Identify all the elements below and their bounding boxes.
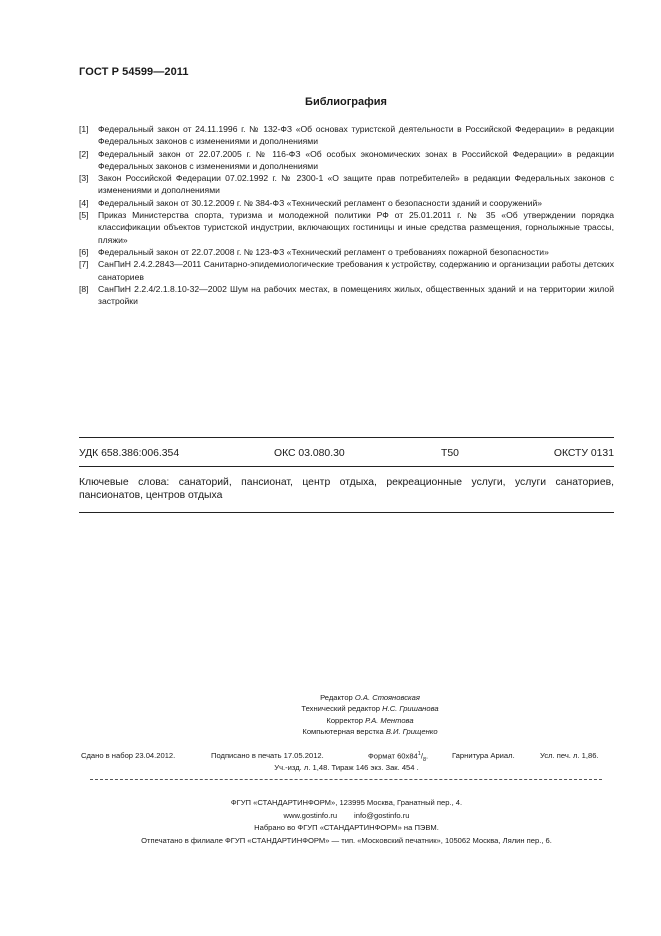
credit-label: Компьютерная верстка	[302, 726, 384, 736]
bibliography-item	[79, 209, 614, 246]
bibliography-item-number: [6]	[79, 246, 89, 257]
bibliography-item-text: СанПиН 2.2.4/2.1.8.10-32—2002 Шум на рабочих местах, в помещениях жилых, общественных зданий и на территории жилой застройки	[98, 283, 614, 307]
keywords: Ключевые слова: санаторий, пансионат, центр отдыха, рекреационные услуги, услуги санаториев, пансионатов, центров отдыха	[79, 477, 614, 502]
format-fraction-numerator: 1	[417, 751, 421, 757]
keywords-bottom-rule	[79, 512, 614, 513]
publisher-address: ФГУП «СТАНДАРТИНФОРМ», 123995 Москва, Гранатный пер., 4.	[230, 798, 463, 807]
udk-code: УДК 658.386:006.354	[79, 448, 180, 459]
typeface: Гарнитура Ариал.	[452, 751, 515, 760]
category-code: Т50	[441, 448, 459, 459]
credit-label: Корректор	[326, 715, 363, 725]
oks-code: ОКС 03.080.30	[274, 448, 345, 459]
bibliography-item-number: [5]	[79, 210, 89, 221]
bibliography-item-text: Федеральный закон от 24.11.1996 г. № 132-ФЗ «Об основах туристской деятельности в Российской Федерации» в редакции Федеральных законов с изменениями и дополнениями	[98, 124, 614, 147]
bibliography-item-number: [2]	[79, 148, 89, 159]
signed-for-print: Подписано в печать 17.05.2012.	[211, 751, 324, 760]
credits	[200, 692, 540, 737]
classification-top-rule	[79, 437, 614, 438]
bibliography-item	[79, 258, 614, 283]
print-run-info: Уч.-изд. л. 1,48. Тираж 146 экз. Зак. 454 .	[274, 763, 419, 772]
classification-middle-rule	[79, 466, 614, 467]
credit-label: Технический редактор	[301, 704, 380, 714]
bibliography-item-number: [4]	[79, 197, 89, 208]
bibliography-item-text: Приказ Министерства спорта, туризма и молодежной политики РФ от 25.01.2011 г. № 35 «Об утверждении порядка классификации объектов туристской индустрии, включающих гостиницы и иные средства размещения, горнолыжные трассы, пляжи»	[98, 210, 614, 245]
bibliography-item	[79, 123, 614, 148]
paper-format: Формат $60х84^1/_8$.	[368, 751, 429, 764]
sent-to-typesetting: Сдано в набор 23.04.2012.	[81, 751, 176, 760]
credit-name: Н.С. Гришанова	[382, 704, 439, 714]
publisher-contacts	[79, 810, 614, 823]
publisher-email[interactable]: info@gostinfo.ru	[354, 810, 410, 820]
bibliography-item-text: Федеральный закон от 30.12.2009 г. № 384-ФЗ «Технический регламент о безопасности зданий и сооружений»	[98, 197, 543, 208]
bibliography-list	[79, 123, 614, 307]
print-sheets: Усл. печ. л. 1,86.	[540, 751, 599, 760]
credit-name: Р.А. Ментова	[365, 715, 414, 725]
bibliography-item	[79, 172, 614, 197]
credit-tech-editor	[200, 703, 540, 714]
credit-label: Редактор	[320, 693, 353, 702]
bibliography-item-text: Федеральный закон от 22.07.2005 г. № 116-ФЗ «Об особых экономических зонах в Российской Федерации» в редакции Федеральных законов с изменениями и дополнениями	[98, 148, 614, 171]
document-id: ГОСТ Р 54599—2011	[79, 66, 189, 78]
credit-editor	[200, 692, 540, 703]
publisher-website[interactable]: www.gostinfo.ru	[283, 810, 338, 820]
footer-divider	[90, 779, 602, 780]
publisher-footer	[79, 797, 614, 847]
bibliography-item	[79, 283, 614, 308]
bibliography-item-text: СанПиН 2.4.2.2843—2011 Санитарно-эпидемиологические требования к устройству, содержанию и организации работы детских санаториев	[98, 259, 614, 282]
typesetting-note: Набрано во ФГУП «СТАНДАРТИНФОРМ» на ПЭВМ.	[254, 823, 439, 832]
credit-corrector	[200, 715, 540, 726]
credit-name: О.А. Стояновская	[354, 693, 420, 702]
bibliography-item-number: [7]	[79, 259, 89, 270]
credit-layout	[200, 726, 540, 737]
bibliography-item	[79, 246, 614, 258]
credit-name: В.И. Грищенко	[385, 726, 438, 736]
bibliography-item	[79, 148, 614, 173]
bibliography-item-number: [8]	[79, 283, 89, 294]
bibliography-item-text: Закон Российской Федерации 07.02.1992 г. № 2300-1 «О защите прав потребителей» в редакции Федеральных законов с изменениями и дополнениями	[98, 173, 614, 196]
printing-note: Отпечатано в филиале ФГУП «СТАНДАРТИНФОРМ» — тип. «Московский печатник», 105062 Москва, Лялин пер., 6.	[141, 835, 552, 845]
okstu-code: ОКСТУ 0131	[553, 448, 614, 459]
bibliography-item-number: [1]	[79, 124, 89, 134]
bibliography-title: Библиография	[305, 96, 387, 108]
paper-format-text: Формат 60х84	[368, 751, 418, 761]
format-fraction-denominator: 8	[422, 757, 427, 764]
bibliography-item	[79, 197, 614, 209]
bibliography-item-number: [3]	[79, 173, 89, 184]
bibliography-item-text: Федеральный закон от 22.07.2008 г. № 123-ФЗ «Технический регламент о требованиях пожарной безопасности»	[98, 246, 549, 257]
